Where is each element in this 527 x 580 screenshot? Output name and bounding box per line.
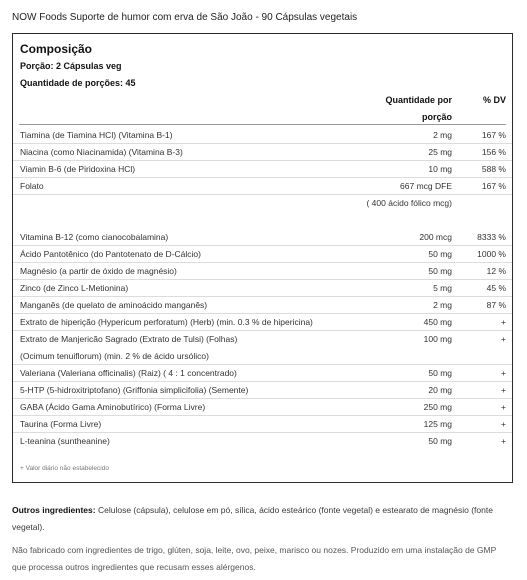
nutrient-dv: +	[501, 385, 506, 395]
nutrient-amount: 200 mcg	[419, 232, 452, 242]
nutrient-name: 5-HTP (5-hidroxitriptofano) (Griffonia simplicifolia) (Semente)	[20, 385, 249, 395]
nutrient-dv: 167 %	[481, 181, 506, 191]
nutrient-amount: 50 mg	[428, 368, 452, 378]
nutrient-name: Tiamina (de Tiamina HCl) (Vitamina B-1)	[20, 130, 173, 140]
nutrient-dv: 8333 %	[477, 232, 506, 242]
nutrient-amount: 25 mg	[428, 147, 452, 157]
nutrient-amount: 2 mg	[433, 300, 452, 310]
nutrient-dv: 156 %	[481, 147, 506, 157]
nutrient-dv: +	[501, 334, 506, 344]
nutrient-dv: 12 %	[486, 266, 506, 276]
nutrient-row	[13, 160, 512, 178]
nutrient-row	[13, 398, 512, 416]
nutrient-name: Vitamina B-12 (como cianocobalamina)	[20, 232, 169, 242]
nutrient-row	[13, 279, 512, 297]
nutrient-row	[13, 228, 512, 246]
nutrient-amount: 125 mg	[423, 419, 452, 429]
amount-column-header: Quantidade por	[385, 95, 452, 105]
nutrient-name: Taurina (Forma Livre)	[20, 419, 102, 429]
nutrient-row	[13, 177, 512, 195]
panel-heading: Composição	[20, 42, 93, 56]
nutrient-name: Magnésio (a partir de óxido de magnésio)	[20, 266, 177, 276]
nutrient-row	[13, 296, 512, 314]
nutrient-amount: 50 mg	[428, 436, 452, 446]
product-title: NOW Foods Suporte de humor com erva de São João - 90 Cápsulas vegetais	[12, 12, 358, 23]
nutrient-name: (Ocimum tenuiflorum) (min. 2 % de ácido ursólico)	[20, 351, 209, 361]
nutrient-row	[13, 245, 512, 263]
nutrient-amount: 100 mg	[423, 334, 452, 344]
nutrient-name: GABA (Ácido Gama Aminobutírico) (Forma Livre)	[20, 402, 206, 412]
nutrient-name: Valeriana (Valeriana officinalis) (Raiz) ( 4 : 1 concentrado)	[20, 368, 237, 378]
nutrient-name: Zinco (de Zinco L-Metionina)	[20, 283, 129, 293]
nutrient-row	[13, 432, 512, 449]
nutrient-row	[13, 330, 512, 347]
nutrient-name: Extrato de Manjericão Sagrado (Extrato de Tulsi) (Folhas)	[20, 334, 238, 344]
nutrient-amount: 10 mg	[428, 164, 452, 174]
nutrient-amount: 5 mg	[433, 283, 452, 293]
nutrient-amount: ( 400 ácido fólico mcg)	[366, 198, 452, 208]
nutrient-amount: 20 mg	[428, 385, 452, 395]
nutrient-name: Extrato de hiperição (Hypericum perforatum) (Herb) (min. 0.3 % de hipericina)	[20, 317, 313, 327]
nutrient-row	[13, 313, 512, 331]
nutrient-name: Folato	[20, 181, 44, 191]
nutrient-row	[13, 126, 512, 144]
nutrient-row	[13, 347, 512, 365]
nutrient-dv: +	[501, 402, 506, 412]
nutrient-name: L-teanina (suntheanine)	[20, 436, 110, 446]
nutrient-name: Viamin B-6 (de Piridoxina HCl)	[20, 164, 136, 174]
supplement-facts-panel	[12, 33, 513, 483]
serving-size: Porção: 2 Cápsulas veg	[20, 61, 122, 71]
nutrient-name: Niacina (como Niacinamida) (Vitamina B-3)	[20, 147, 183, 157]
nutrient-dv: 45 %	[486, 283, 506, 293]
header-rule	[19, 124, 506, 125]
nutrient-dv: 87 %	[486, 300, 506, 310]
nutrient-dv: 588 %	[481, 164, 506, 174]
nutrient-row	[13, 415, 512, 433]
nutrient-dv: 1000 %	[477, 249, 506, 259]
other-ingredients-text: Celulose (cápsula), celulose em pó, sílica, ácido esteárico (fonte vegetal) e estearato de magnésio (fonte vegetal).	[12, 505, 493, 532]
nutrient-amount: 50 mg	[428, 266, 452, 276]
amount-column-header-line2: porção	[421, 112, 452, 122]
other-ingredients	[12, 502, 508, 536]
nutrient-amount: 667 mcg DFE	[400, 181, 452, 191]
nutrient-row	[13, 381, 512, 399]
nutrient-amount: 250 mg	[423, 402, 452, 412]
nutrient-row	[13, 262, 512, 280]
nutrient-row	[13, 364, 512, 382]
nutrient-row	[13, 143, 512, 161]
footnote: + Valor diário não estabelecido	[20, 465, 109, 472]
nutrient-amount: 450 mg	[423, 317, 452, 327]
nutrient-dv: +	[501, 419, 506, 429]
nutrient-row	[13, 194, 512, 211]
allergen-statement: Não fabricado com ingredientes de trigo, glúten, soja, leite, ovo, peixe, marisco ou nozes. Produzido em uma instalação de GMP que processa outros ingredientes que recusam esses alérgenos.	[12, 545, 497, 572]
servings-per-container: Quantidade de porções: 45	[20, 78, 136, 88]
dv-column-header: % DV	[482, 95, 506, 105]
nutrient-dv: +	[501, 317, 506, 327]
nutrient-name: Ácido Pantotênico (do Pantotenato de D-Cálcio)	[20, 249, 201, 259]
nutrient-dv: 167 %	[481, 130, 506, 140]
nutrient-dv: +	[501, 368, 506, 378]
other-ingredients-label: Outros ingredientes:	[12, 505, 96, 515]
nutrient-row	[13, 211, 512, 228]
nutrient-amount: 2 mg	[433, 130, 452, 140]
nutrient-dv: +	[501, 436, 506, 446]
nutrient-amount: 50 mg	[428, 249, 452, 259]
nutrient-name: Manganês (de quelato de aminoácido manganês)	[20, 300, 208, 310]
